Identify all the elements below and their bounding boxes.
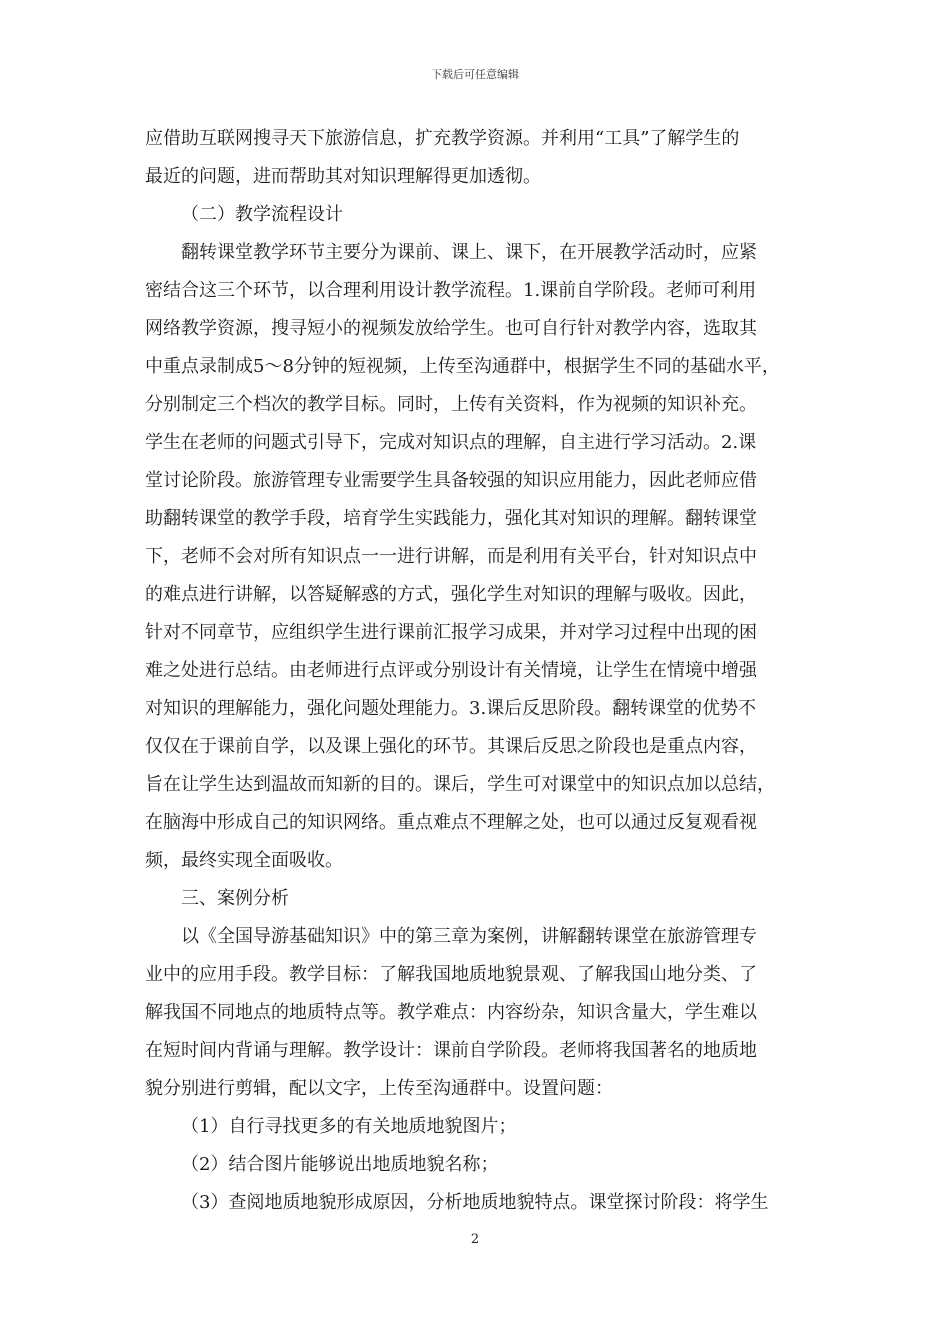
text-line: 最近的问题，进而帮助其对知识理解得更加透彻。: [145, 166, 541, 187]
text-line: 业中的应用手段。教学目标：了解我国地质地貌景观、了解我国山地分类、了: [145, 964, 757, 985]
list-item: （2）结合图片能够说出地质地貌名称；: [181, 1154, 499, 1175]
page-number: 2: [470, 1232, 480, 1247]
list-item: （1）自行寻找更多的有关地质地貌图片；: [181, 1116, 517, 1137]
text-line: 下，老师不会对所有知识点一一进行讲解，而是利用有关平台，针对知识点中: [145, 546, 757, 567]
text-line: 学生在老师的问题式引导下，完成对知识点的理解，自主进行学习活动。2.课: [145, 432, 757, 453]
text-line: 的难点进行讲解，以答疑解惑的方式，强化学生对知识的理解与吸收。因此，: [145, 584, 757, 605]
text-line: 频，最终实现全面吸收。: [145, 850, 343, 871]
text-line: 堂讨论阶段。旅游管理专业需要学生具备较强的知识应用能力，因此老师应借: [145, 470, 757, 491]
text-line: 在脑海中形成自己的知识网络。重点难点不理解之处，也可以通过反复观看视: [145, 812, 757, 833]
list-item: （3）查阅地质地貌形成原因，分析地质地貌特点。课堂探讨阶段：将学生: [181, 1192, 769, 1213]
section-heading: （二）教学流程设计: [181, 204, 343, 225]
text-line: 助翻转课堂的教学手段，培育学生实践能力，强化其对知识的理解。翻转课堂: [145, 508, 757, 529]
text-line: 分别制定三个档次的教学目标。同时，上传有关资料，作为视频的知识补充。: [145, 394, 757, 415]
text-line: 解我国不同地点的地质特点等。教学难点：内容纷杂，知识含量大，学生难以: [145, 1002, 757, 1023]
text-line: 仅仅在于课前自学，以及课上强化的环节。其课后反思之阶段也是重点内容，: [145, 736, 757, 757]
text-line: 网络教学资源，搜寻短小的视频发放给学生。也可自行针对教学内容，选取其: [145, 318, 757, 339]
text-line: 以《全国导游基础知识》中的第三章为案例，讲解翻转课堂在旅游管理专: [181, 926, 757, 947]
text-line: 对知识的理解能力，强化问题处理能力。3.课后反思阶段。翻转课堂的优势不: [145, 698, 757, 719]
text-line: 翻转课堂教学环节主要分为课前、课上、课下，在开展教学活动时，应紧: [181, 242, 757, 263]
text-line: 密结合这三个环节，以合理利用设计教学流程。1.课前自学阶段。老师可利用: [145, 280, 757, 301]
page-header: 下载后可任意编辑: [431, 68, 519, 81]
text-line: 应借助互联网搜寻天下旅游信息，扩充教学资源。并利用“工具”了解学生的: [145, 128, 740, 149]
text-line: 旨在让学生达到温故而知新的目的。课后，学生可对课堂中的知识点加以总结，: [145, 774, 775, 795]
section-heading: 三、案例分析: [181, 888, 289, 909]
text-line: 针对不同章节，应组织学生进行课前汇报学习成果，并对学习过程中出现的困: [145, 622, 757, 643]
text-line: 难之处进行总结。由老师进行点评或分别设计有关情境，让学生在情境中增强: [145, 660, 757, 681]
text-line: 在短时间内背诵与理解。教学设计：课前自学阶段。老师将我国著名的地质地: [145, 1040, 757, 1061]
text-line: 中重点录制成5～8分钟的短视频，上传至沟通群中，根据学生不同的基础水平，: [145, 356, 780, 377]
text-line: 貌分别进行剪辑，配以文字，上传至沟通群中。设置问题：: [145, 1078, 613, 1099]
document-body: [145, 120, 807, 1222]
